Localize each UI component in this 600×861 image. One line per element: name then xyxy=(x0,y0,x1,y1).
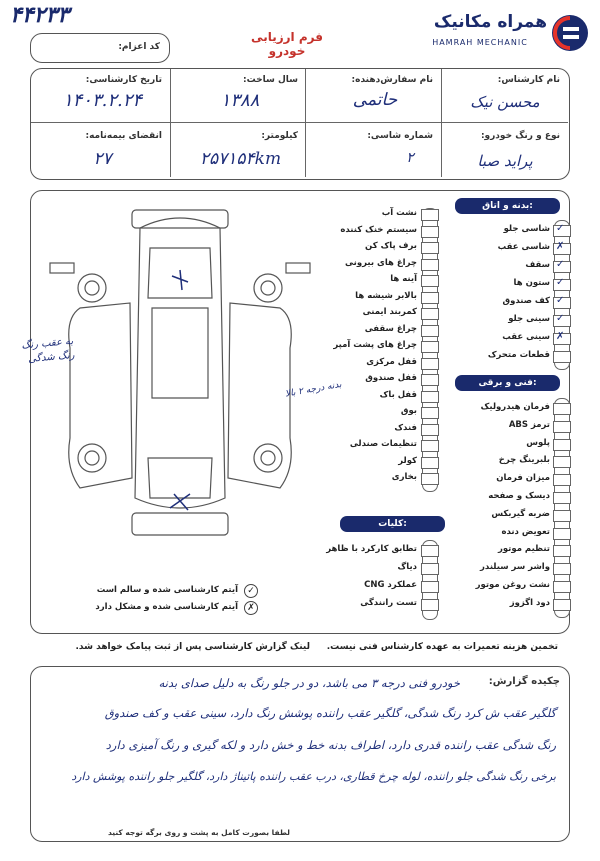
body-section-checkbox-1[interactable] xyxy=(553,243,571,255)
tech-section-item-5: دیسک و صفحه xyxy=(488,491,550,501)
middle-list-checkbox-13[interactable] xyxy=(421,424,439,436)
middle-list-item-3: چراغ های بیرونی xyxy=(345,257,417,268)
serial-number: ۴۴۲۳۳ xyxy=(10,2,70,28)
cross-legend-icon: ✗ xyxy=(244,601,258,615)
middle-list-checkbox-8[interactable] xyxy=(421,341,439,353)
tech-section-header: فنی و برقی: xyxy=(455,375,560,391)
middle-list-checkbox-4[interactable] xyxy=(421,275,439,287)
body-section-mark-0: ✓ xyxy=(556,223,565,234)
body-section-mark-1: ✗ xyxy=(556,241,565,252)
middle-list-item-9: قفل مرکزی xyxy=(366,356,417,367)
check-legend-icon: ✓ xyxy=(244,584,258,598)
tech-section-checkbox-1[interactable] xyxy=(553,421,571,433)
middle-list-item-11: قفل باک xyxy=(379,389,417,400)
middle-list-item-4: آینه ها xyxy=(390,274,417,284)
body-section-checkbox-3[interactable] xyxy=(553,279,571,291)
value-expert-name: محسن نیک xyxy=(470,93,540,111)
middle-list-item-13: فندک xyxy=(394,422,417,433)
general-section-checkbox-2[interactable] xyxy=(421,581,439,593)
general-section-header: کلیات: xyxy=(340,516,445,532)
summary-box xyxy=(30,666,570,842)
body-section-mark-3: ✓ xyxy=(556,277,565,288)
general-section-item-0: تطابق کارکرد با ظاهر xyxy=(326,544,417,554)
car-diagram xyxy=(40,198,320,548)
middle-list-item-2: برف پاک کن xyxy=(365,241,417,251)
middle-list-item-0: نشت آب xyxy=(381,208,417,218)
general-section-item-1: دیاگ xyxy=(397,562,417,572)
middle-list-item-16: بخاری xyxy=(391,472,417,482)
summary-line-2: گلگیر عقب ش کرد رنگ شدگی، گلگیر عقب راننده پوشش رنگ دارد، سینی عقب و کف صندوق xyxy=(104,706,556,720)
middle-list-item-12: بوق xyxy=(400,406,417,416)
tech-section-checkbox-9[interactable] xyxy=(553,563,571,575)
middle-list-item-5: بالابر شیشه ها xyxy=(355,290,417,301)
middle-list-checkbox-15[interactable] xyxy=(421,457,439,469)
label-expert-name: نام کارشناس: xyxy=(497,75,560,85)
value-insurance-expiry: ۲۷ xyxy=(93,149,112,169)
body-section-item-4: کف صندوق xyxy=(502,296,550,306)
body-section-item-2: سقف xyxy=(525,260,550,270)
middle-list-item-1: سیستم خنک کننده xyxy=(340,224,417,235)
middle-list-checkbox-6[interactable] xyxy=(421,308,439,320)
tech-section-item-1: ترمز ABS xyxy=(508,419,550,430)
code-label: کد اعزام: xyxy=(118,42,160,52)
logo-text-fa: همراه مکانیک xyxy=(433,12,547,32)
logo xyxy=(405,8,595,58)
body-section-item-7: قطعات متحرک xyxy=(487,350,550,360)
tech-section-checkbox-0[interactable] xyxy=(553,403,571,415)
middle-list-checkbox-11[interactable] xyxy=(421,391,439,403)
tech-section-item-7: تعویض دنده xyxy=(501,526,550,537)
legend-ok: آیتم کارشناسی شده و سالم است xyxy=(96,585,238,595)
body-section-checkbox-0[interactable] xyxy=(553,225,571,237)
tech-section-item-0: فرمان هیدرولیک xyxy=(480,402,550,412)
label-chassis-number: شماره شاسی: xyxy=(367,131,433,141)
tech-section-item-6: ضربه گیربکس xyxy=(491,508,550,519)
middle-list-item-6: کمربند ایمنی xyxy=(362,307,417,317)
summary-title: چکیده گزارش: xyxy=(488,676,560,687)
middle-list-checkbox-9[interactable] xyxy=(421,358,439,370)
form-title: فرم ارزیابی خودرو xyxy=(251,30,323,58)
general-section-checkbox-3[interactable] xyxy=(421,599,439,611)
body-section-mark-6: ✗ xyxy=(556,331,565,342)
general-section-item-2: عملکرد CNG xyxy=(364,580,417,590)
tech-section-item-10: نشت روغن موتور xyxy=(475,580,550,590)
middle-list-checkbox-2[interactable] xyxy=(421,242,439,254)
logo-text-en: HAMRAH MECHANIC xyxy=(432,38,528,47)
label-orderer-name: نام سفارش‌دهنده: xyxy=(351,75,433,85)
middle-list-checkbox-7[interactable] xyxy=(421,325,439,337)
tech-section-checkbox-10[interactable] xyxy=(553,581,571,593)
tech-section-item-2: پلوس xyxy=(526,437,550,448)
body-section-checkbox-4[interactable] xyxy=(553,297,571,309)
label-car-type: نوع و رنگ خودرو: xyxy=(480,131,560,141)
value-kilometer: ۲۵۷۱۵۴km xyxy=(199,149,282,169)
label-insurance-expiry: انقضای بیمه‌نامه: xyxy=(85,131,162,141)
value-car-type: پراید صبا xyxy=(477,152,533,170)
body-section-item-3: ستون ها xyxy=(513,278,550,288)
legend-issue: آیتم کارشناسی شده و مشکل دارد xyxy=(95,602,238,612)
body-section-item-6: سینی عقب xyxy=(502,332,550,342)
cost-notice: تخمین هزینه تعمیرات به عهده کارشناس فنی نیست. xyxy=(326,642,558,652)
middle-list-item-8: چراغ های پشت آمپر xyxy=(333,340,417,350)
middle-list-checkbox-1[interactable] xyxy=(421,226,439,238)
tech-section-checkbox-5[interactable] xyxy=(553,492,571,504)
summary-line-3: رنگ شدگی عقب راننده قدری دارد، اطراف بدنه خط و خش دارد و لکه گیری و رنگ آمیزی دارد xyxy=(105,738,556,752)
diagram-note-right: بدنه درجه ۲ بالا xyxy=(284,379,343,400)
tech-section-item-3: بلبرینگ چرخ xyxy=(498,455,550,466)
tech-section-item-11: دود اگزوز xyxy=(509,597,550,608)
tech-section-checkbox-8[interactable] xyxy=(553,545,571,557)
value-year: ۱۳۸۸ xyxy=(220,90,260,111)
tech-section-checkbox-11[interactable] xyxy=(553,599,571,611)
general-section-checkbox-1[interactable] xyxy=(421,563,439,575)
value-inspection-date: ۱۴۰۳.۲.۲۴ xyxy=(62,90,143,111)
value-orderer-name: حاتمی xyxy=(352,90,398,110)
middle-list-checkbox-5[interactable] xyxy=(421,292,439,304)
summary-line-1: خودرو فنی درجه ۳ می باشد، دو در جلو رنگ به دلیل صدای بدنه xyxy=(158,676,460,690)
middle-list-item-7: چراغ سقفی xyxy=(364,323,417,334)
body-section-checkbox-6[interactable] xyxy=(553,333,571,345)
middle-list-checkbox-14[interactable] xyxy=(421,440,439,452)
body-section-header: بدنه و اتاق: xyxy=(455,198,560,214)
label-kilometer: کیلومتر: xyxy=(261,131,298,141)
middle-list-checkbox-10[interactable] xyxy=(421,374,439,386)
middle-list-checkbox-3[interactable] xyxy=(421,259,439,271)
tech-section-item-8: تنظیم موتور xyxy=(497,544,550,555)
middle-list-item-14: تنظیمات صندلی xyxy=(349,439,417,449)
tech-section-checkbox-4[interactable] xyxy=(553,474,571,486)
tech-section-checkbox-2[interactable] xyxy=(553,439,571,451)
general-section-item-3: تست رانندگی xyxy=(360,598,417,608)
label-year: سال ساخت: xyxy=(242,75,298,85)
summary-footer: لطفا بصورت کامل به پشت و روی برگه توجه کنید xyxy=(107,828,290,837)
body-section-item-0: شاسی جلو xyxy=(503,224,550,234)
sms-notice: لینک گزارش کارشناسی پس از ثبت پیامک خواهد شد. xyxy=(75,642,310,652)
general-section-checkbox-0[interactable] xyxy=(421,545,439,557)
body-section-checkbox-7[interactable] xyxy=(553,351,571,363)
middle-list-item-15: کولر xyxy=(398,455,417,466)
middle-list-checkbox-0[interactable] xyxy=(421,209,439,221)
body-section-checkbox-2[interactable] xyxy=(553,261,571,273)
middle-list-checkbox-16[interactable] xyxy=(421,473,439,485)
summary-line-4: برخی رنگ شدگی جلو راننده، لوله چرخ قطاری، درب عقب راننده پاتیناژ دارد، گلگیر جلو راننده پوشش دارد xyxy=(71,770,556,783)
body-section-mark-2: ✓ xyxy=(556,259,565,270)
diagram-note-left: به عقب رنگ رنگ شدگی xyxy=(21,335,75,365)
value-chassis-number: ۲ xyxy=(406,150,414,166)
label-inspection-date: تاریخ کارشناسی: xyxy=(85,75,162,85)
body-section-item-5: سینی جلو xyxy=(508,314,550,324)
tech-section-checkbox-7[interactable] xyxy=(553,528,571,540)
tech-section-item-4: میزان فرمان xyxy=(496,473,550,484)
tech-section-checkbox-3[interactable] xyxy=(553,456,571,468)
body-section-mark-4: ✓ xyxy=(556,295,565,306)
middle-list-item-10: قفل صندوق xyxy=(365,373,417,383)
tech-section-item-9: واشر سر سیلندر xyxy=(480,562,550,573)
body-section-mark-5: ✓ xyxy=(556,313,565,324)
body-section-item-1: شاسی عقب xyxy=(497,242,550,252)
tech-section-checkbox-6[interactable] xyxy=(553,510,571,522)
middle-list-checkbox-12[interactable] xyxy=(421,407,439,419)
body-section-checkbox-5[interactable] xyxy=(553,315,571,327)
